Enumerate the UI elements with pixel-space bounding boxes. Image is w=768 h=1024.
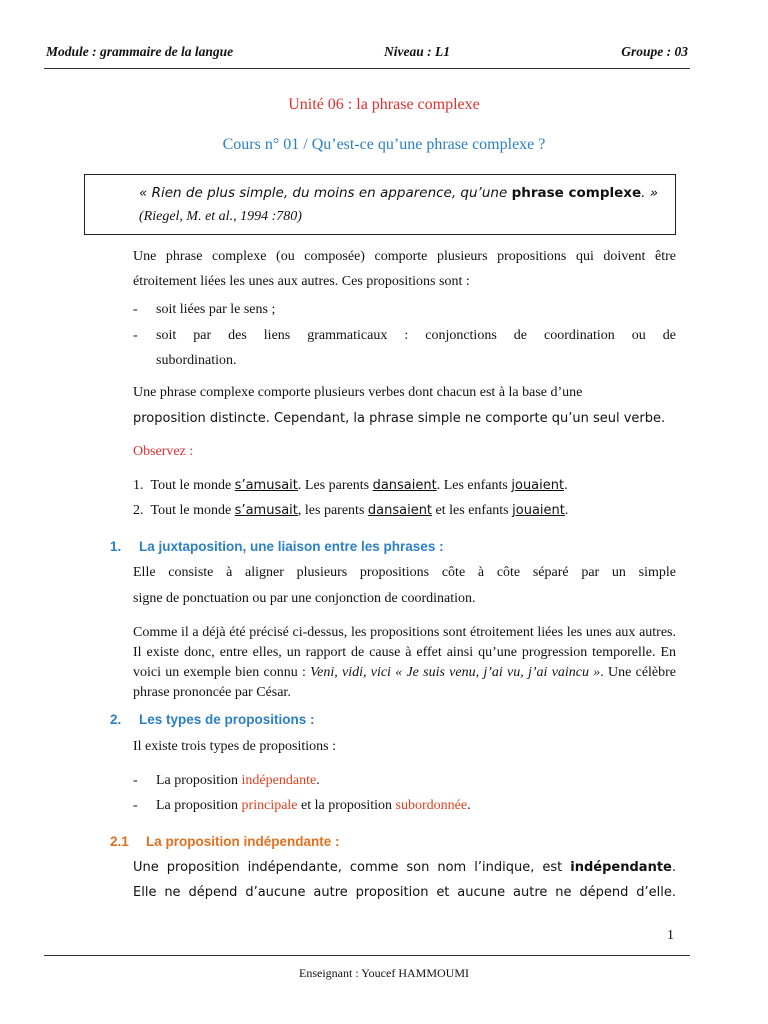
bullet-dash: - (133, 302, 138, 317)
bullet-dash: - (133, 798, 138, 813)
bullet-dash: - (133, 773, 138, 788)
section-2-1-title: La proposition indépendante : (146, 834, 340, 849)
quote-text: « Rien de plus simple, du moins en apparence, qu’une phrase complexe. » (139, 185, 659, 201)
quote-reference: (Riegel, M. et al., 1994 :780) (139, 209, 302, 224)
bullet-2-line2: subordination. (156, 353, 237, 368)
section-2-1-number: 2.1 (110, 834, 129, 849)
quote-box (84, 174, 676, 235)
quote-bold: phrase complexe (511, 185, 642, 201)
section-1-p1-line2: signe de ponctuation ou par une conjonction de coordination. (133, 591, 476, 606)
page-number: 1 (667, 928, 674, 943)
term-independante: indépendante (241, 773, 317, 788)
section-2-1-line2: Elle ne dépend d’aucune autre proposition et aucune autre ne dépend d’elle. (133, 885, 676, 900)
section-1-title: La juxtaposition, une liaison entre les phrases : (139, 539, 444, 554)
section-2-number: 2. (110, 712, 122, 727)
footer-divider (44, 955, 690, 956)
section-2-title: Les types de propositions : (139, 712, 315, 727)
example-1: 1. Tout le monde s’amusait. Les parents dansaient. Les enfants jouaient. (133, 478, 568, 493)
bullet-1: soit liées par le sens ; (156, 302, 276, 317)
intro-paragraph: Une phrase complexe (ou composée) comporte plusieurs propositions qui doivent être étroitement liées les unes aux autres. Ces propositions sont : (133, 249, 676, 289)
term-principale: principale (241, 798, 298, 813)
section-2-intro: Il existe trois types de propositions : (133, 739, 336, 754)
unit-title: Unité 06 : la phrase complexe (288, 96, 480, 113)
observez-label: Observez : (133, 444, 194, 459)
course-title: Cours n° 01 / Qu’est-ce qu’une phrase complexe ? (222, 136, 546, 153)
footer-teacher: Enseignant : Youcef HAMMOUMI (299, 966, 469, 980)
section-1-number: 1. (110, 539, 122, 554)
example-2: 2. Tout le monde s’amusait, les parents dansaient et les enfants jouaient. (133, 503, 569, 518)
caesar-quote: Veni, vidi, vici « Je suis venu, j’ai vu, j’ai vaincu » (310, 665, 601, 680)
section-1-p2: Comme il a déjà été précisé ci-dessus, les propositions sont étroitement liées les unes aux autres. Il existe donc, entre elles, un rapport de cause à effet ainsi qu’une progression temporelle. En voici un exemple bien connu : Veni, vidi, vici « Je suis venu, j’ai vu, j’ai vaincu ». Une célèbre phrase prononcée par César. (133, 625, 677, 700)
type-bullet-2: La proposition principale et la proposition subordonnée. (156, 798, 471, 813)
type-bullet-1: La proposition indépendante. (156, 773, 320, 788)
section-2-1-line1: Une proposition indépendante, comme son nom l’indique, est indépendante. (133, 860, 676, 875)
header-divider (44, 68, 690, 69)
header-module: Module : grammaire de la langue (46, 44, 234, 59)
bullet-2-line1: soit par des liens grammaticaux : conjonctions de coordination ou de (156, 328, 676, 343)
intro-p2-line2: proposition distincte. Cependant, la phrase simple ne comporte qu’un seul verbe. (133, 411, 666, 426)
intro-p2-line1: Une phrase complexe comporte plusieurs verbes dont chacun est à la base d’une (133, 385, 583, 400)
term-subordonnee: subordonnée (395, 798, 468, 813)
section-1-p1-line1: Elle consiste à aligner plusieurs propositions côte à côte séparé par un simple (133, 565, 676, 580)
page-header (46, 44, 690, 62)
header-groupe: Groupe : 03 (621, 44, 688, 59)
bullet-dash: - (133, 328, 138, 343)
term-bold-independante: indépendante (570, 860, 672, 875)
header-niveau: Niveau : L1 (384, 44, 450, 59)
